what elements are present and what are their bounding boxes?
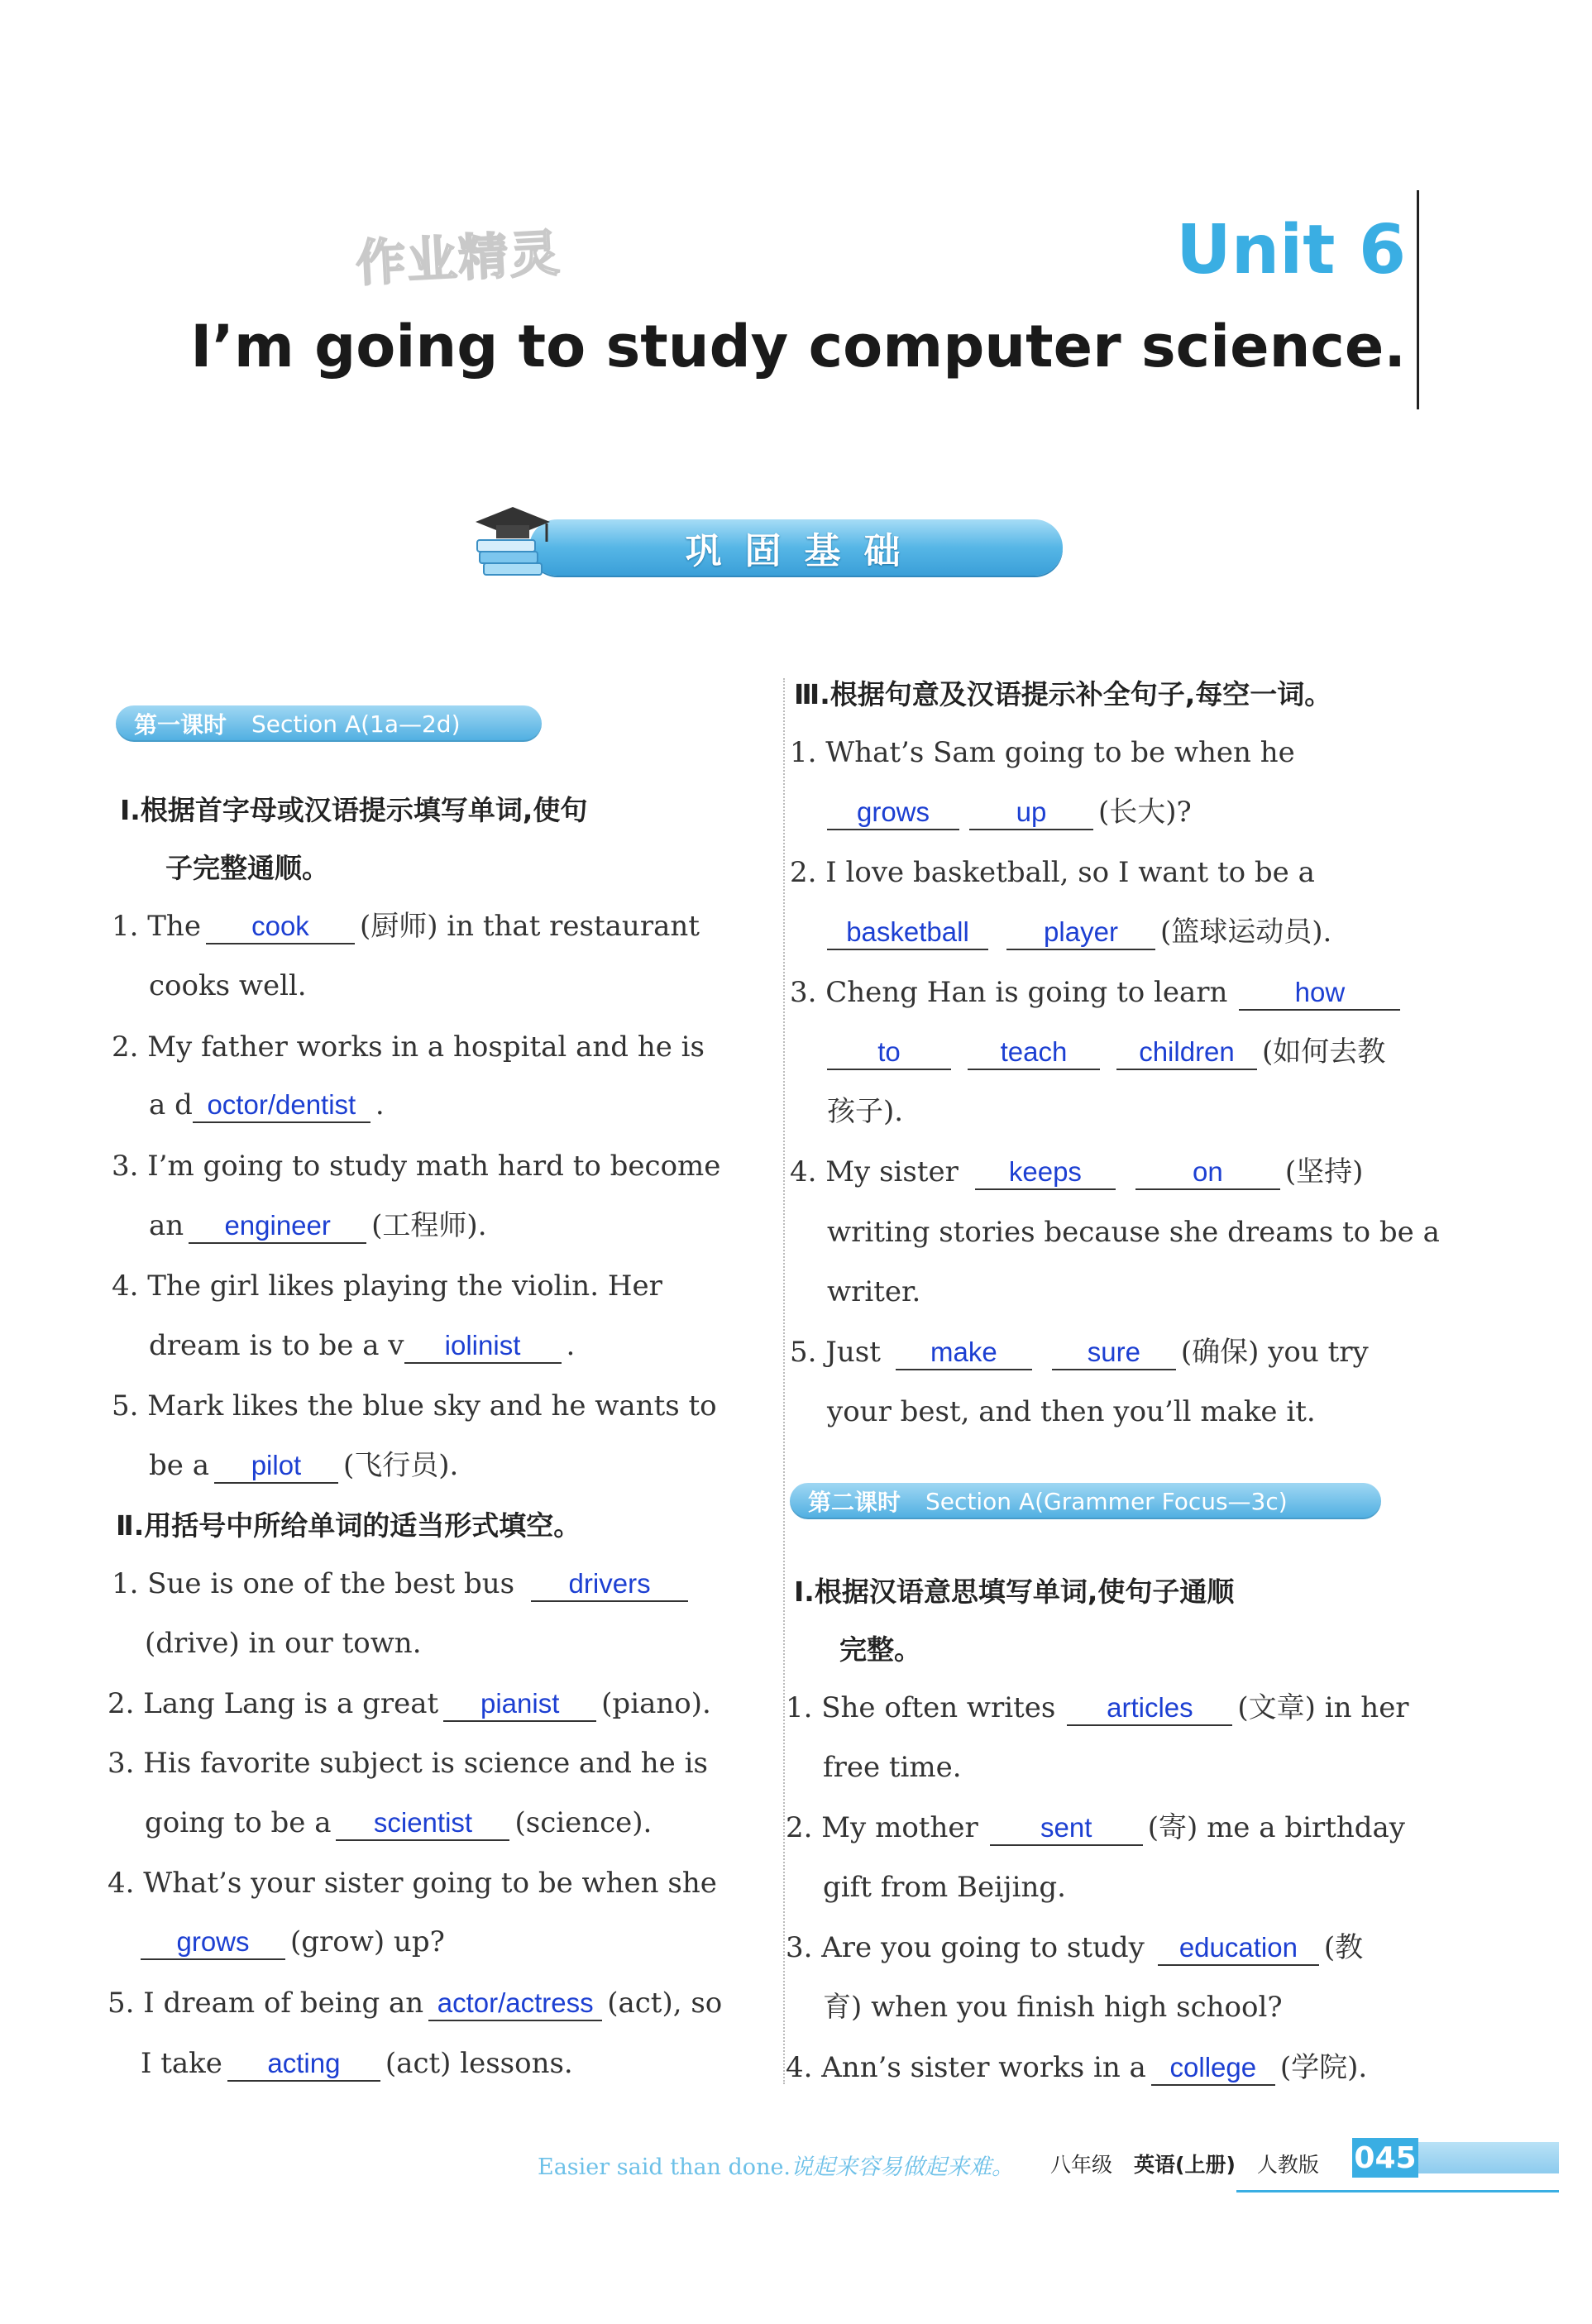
l2-q5-line1: 5. I dream of being an actor/actress (act), so [108, 1987, 723, 2020]
lesson1-pill [116, 705, 542, 742]
left-part1-heading-cont: 子完整通顺。 [165, 852, 329, 884]
books-cap-icon [467, 500, 558, 591]
l2-q1-line1: 1. Sue is one of the best bus drivers [112, 1559, 693, 1609]
section-banner [529, 519, 1063, 576]
l2-q5-line2: I take acting (act) lessons. [141, 2047, 573, 2080]
r3-q3-line1: 3. Cheng Han is going to learn how [790, 968, 1405, 1017]
l2-q4-line2: grows (grow) up? [141, 1917, 445, 1967]
subject-label: 英语(上册) [1134, 2153, 1236, 2177]
r1-q2-line1: 2. My mother sent (寄) me a birthday [786, 1811, 1406, 1844]
answer-blank: up [969, 796, 1093, 830]
answer-blank: acting [227, 2047, 380, 2082]
r3-q3-line2: to teach children (如何去教 [827, 1027, 1385, 1077]
title-rule [1417, 190, 1419, 409]
lesson1-tag: 第一课时 [134, 711, 227, 739]
answer-blank: basketball [827, 916, 988, 950]
grade-label: 八年级 [1050, 2153, 1113, 2177]
right-part3-heading: Ⅲ.根据句意及汉语提示补全句子,每空一词。 [794, 678, 1332, 710]
answer-blank: education [1158, 1931, 1319, 1966]
r3-q2-line2: basketball player (篮球运动员). [827, 907, 1331, 957]
answer-blank: octor/dentist [193, 1088, 371, 1123]
l1-q4-line2: dream is to be a v iolinist . [149, 1329, 576, 1362]
r3-q5-line1: 5. Just make sure (确保) you try [790, 1336, 1369, 1369]
l1-q1-line2: cooks well. [149, 969, 307, 1002]
r1-q3-line1: 3. Are you going to study education (教 [786, 1931, 1364, 1964]
answer-blank: college [1151, 2051, 1275, 2086]
footer-rule [1236, 2190, 1559, 2192]
answer-blank: iolinist [404, 1329, 562, 1364]
r3-q1-line1: 1. What’s Sam going to be when he [790, 736, 1295, 769]
answer-blank: drivers [531, 1567, 688, 1602]
l2-q3-line1: 3. His favorite subject is science and he is [108, 1747, 708, 1780]
r1-q1-line2: free time. [823, 1751, 962, 1784]
answer-blank: grows [827, 796, 959, 830]
answer-blank: how [1239, 976, 1400, 1011]
l1-q1-line1: 1. The cook (厨师) in that restaurant [112, 910, 700, 943]
l2-q1-line2: (drive) in our town. [145, 1627, 422, 1660]
r3-q4-line1: 4. My sister keeps on (坚持) [790, 1155, 1364, 1188]
answer-blank: to [827, 1035, 951, 1070]
answer-blank: engineer [189, 1209, 366, 1244]
l2-q2-line: 2. Lang Lang is a great pianist (piano). [108, 1687, 711, 1720]
lesson2-pill [790, 1483, 1381, 1519]
l1-q5-line2: be a pilot (飞行员). [149, 1449, 459, 1482]
answer-blank: keeps [975, 1155, 1116, 1190]
edition-label: 人教版 [1256, 2153, 1319, 2177]
answer-blank: pianist [443, 1687, 596, 1722]
answer-blank: children [1116, 1035, 1257, 1070]
right-part1-heading: Ⅰ.根据汉语意思填写单词,使句子通顺 [794, 1576, 1235, 1608]
unit-title: I’m going to study computer science. [190, 313, 1406, 380]
lesson2-section: Section A(Grammer Focus—3c) [925, 1487, 1288, 1515]
lesson1-section: Section A(1a—2d) [251, 710, 461, 738]
page-number: 045 [1352, 2138, 1418, 2178]
r3-q4-line2: writing stories because she dreams to be a [827, 1216, 1440, 1249]
answer-blank: player [1006, 916, 1155, 950]
answer-blank: sure [1052, 1336, 1176, 1370]
watermark: 作业精灵 [354, 224, 562, 294]
footer-info [1050, 2149, 1341, 2178]
l1-q5-line1: 5. Mark likes the blue sky and he wants to [112, 1389, 717, 1423]
l1-q3-line2: an engineer (工程师). [149, 1209, 487, 1242]
l1-q2-line1: 2. My father works in a hospital and he is [112, 1030, 705, 1064]
answer-blank: cook [206, 910, 355, 944]
l2-q4-line1: 4. What’s your sister going to be when she [108, 1867, 717, 1900]
left-part1-heading: Ⅰ.根据首字母或汉语提示填写单词,使句 [120, 794, 588, 826]
answer-blank: pilot [214, 1449, 338, 1484]
answer-blank: grows [141, 1925, 285, 1960]
footer-motto: Easier said than done.说起来容易做起来难。 [538, 2154, 1015, 2180]
answer-blank: make [896, 1336, 1032, 1370]
r1-q2-line2: gift from Beijing. [823, 1871, 1066, 1904]
answer-blank: sent [990, 1811, 1143, 1846]
answer-blank: scientist [336, 1806, 509, 1841]
lesson2-tag: 第二课时 [808, 1489, 901, 1516]
l1-q3-line1: 3. I’m going to study math hard to become [112, 1150, 721, 1183]
r1-q3-line2: 育) when you finish high school? [823, 1991, 1283, 2024]
banner-label: 巩固基础 [685, 530, 924, 572]
l1-q2-line2: a d octor/dentist . [149, 1088, 385, 1121]
answer-blank: on [1135, 1155, 1280, 1190]
l2-q3-line2: going to be a scientist (science). [145, 1806, 653, 1839]
footer-bar [1418, 2142, 1559, 2173]
answer-blank: actor/actress [428, 1987, 602, 2021]
l1-q4-line1: 4. The girl likes playing the violin. Her [112, 1270, 662, 1303]
unit-number: Unit 6 [1176, 211, 1406, 289]
r1-q1-line1: 1. She often writes articles (文章) in her [786, 1691, 1409, 1724]
left-part2-heading: Ⅱ.用括号中所给单词的适当形式填空。 [116, 1509, 581, 1542]
column-divider [783, 678, 786, 2084]
r1-q4-line: 4. Ann’s sister works in a college (学院). [786, 2051, 1368, 2084]
answer-blank: articles [1067, 1691, 1232, 1726]
right-part1-heading-cont: 完整。 [839, 1633, 921, 1666]
r3-q4-line3: writer. [827, 1275, 921, 1308]
r3-q1-line2: grows up (长大)? [827, 787, 1192, 837]
r3-q5-line2: your best, and then you’ll make it. [827, 1395, 1316, 1428]
r3-q2-line1: 2. I love basketball, so I want to be a [790, 856, 1315, 889]
r3-q3-line3: 孩子). [827, 1095, 904, 1128]
answer-blank: teach [968, 1035, 1100, 1070]
